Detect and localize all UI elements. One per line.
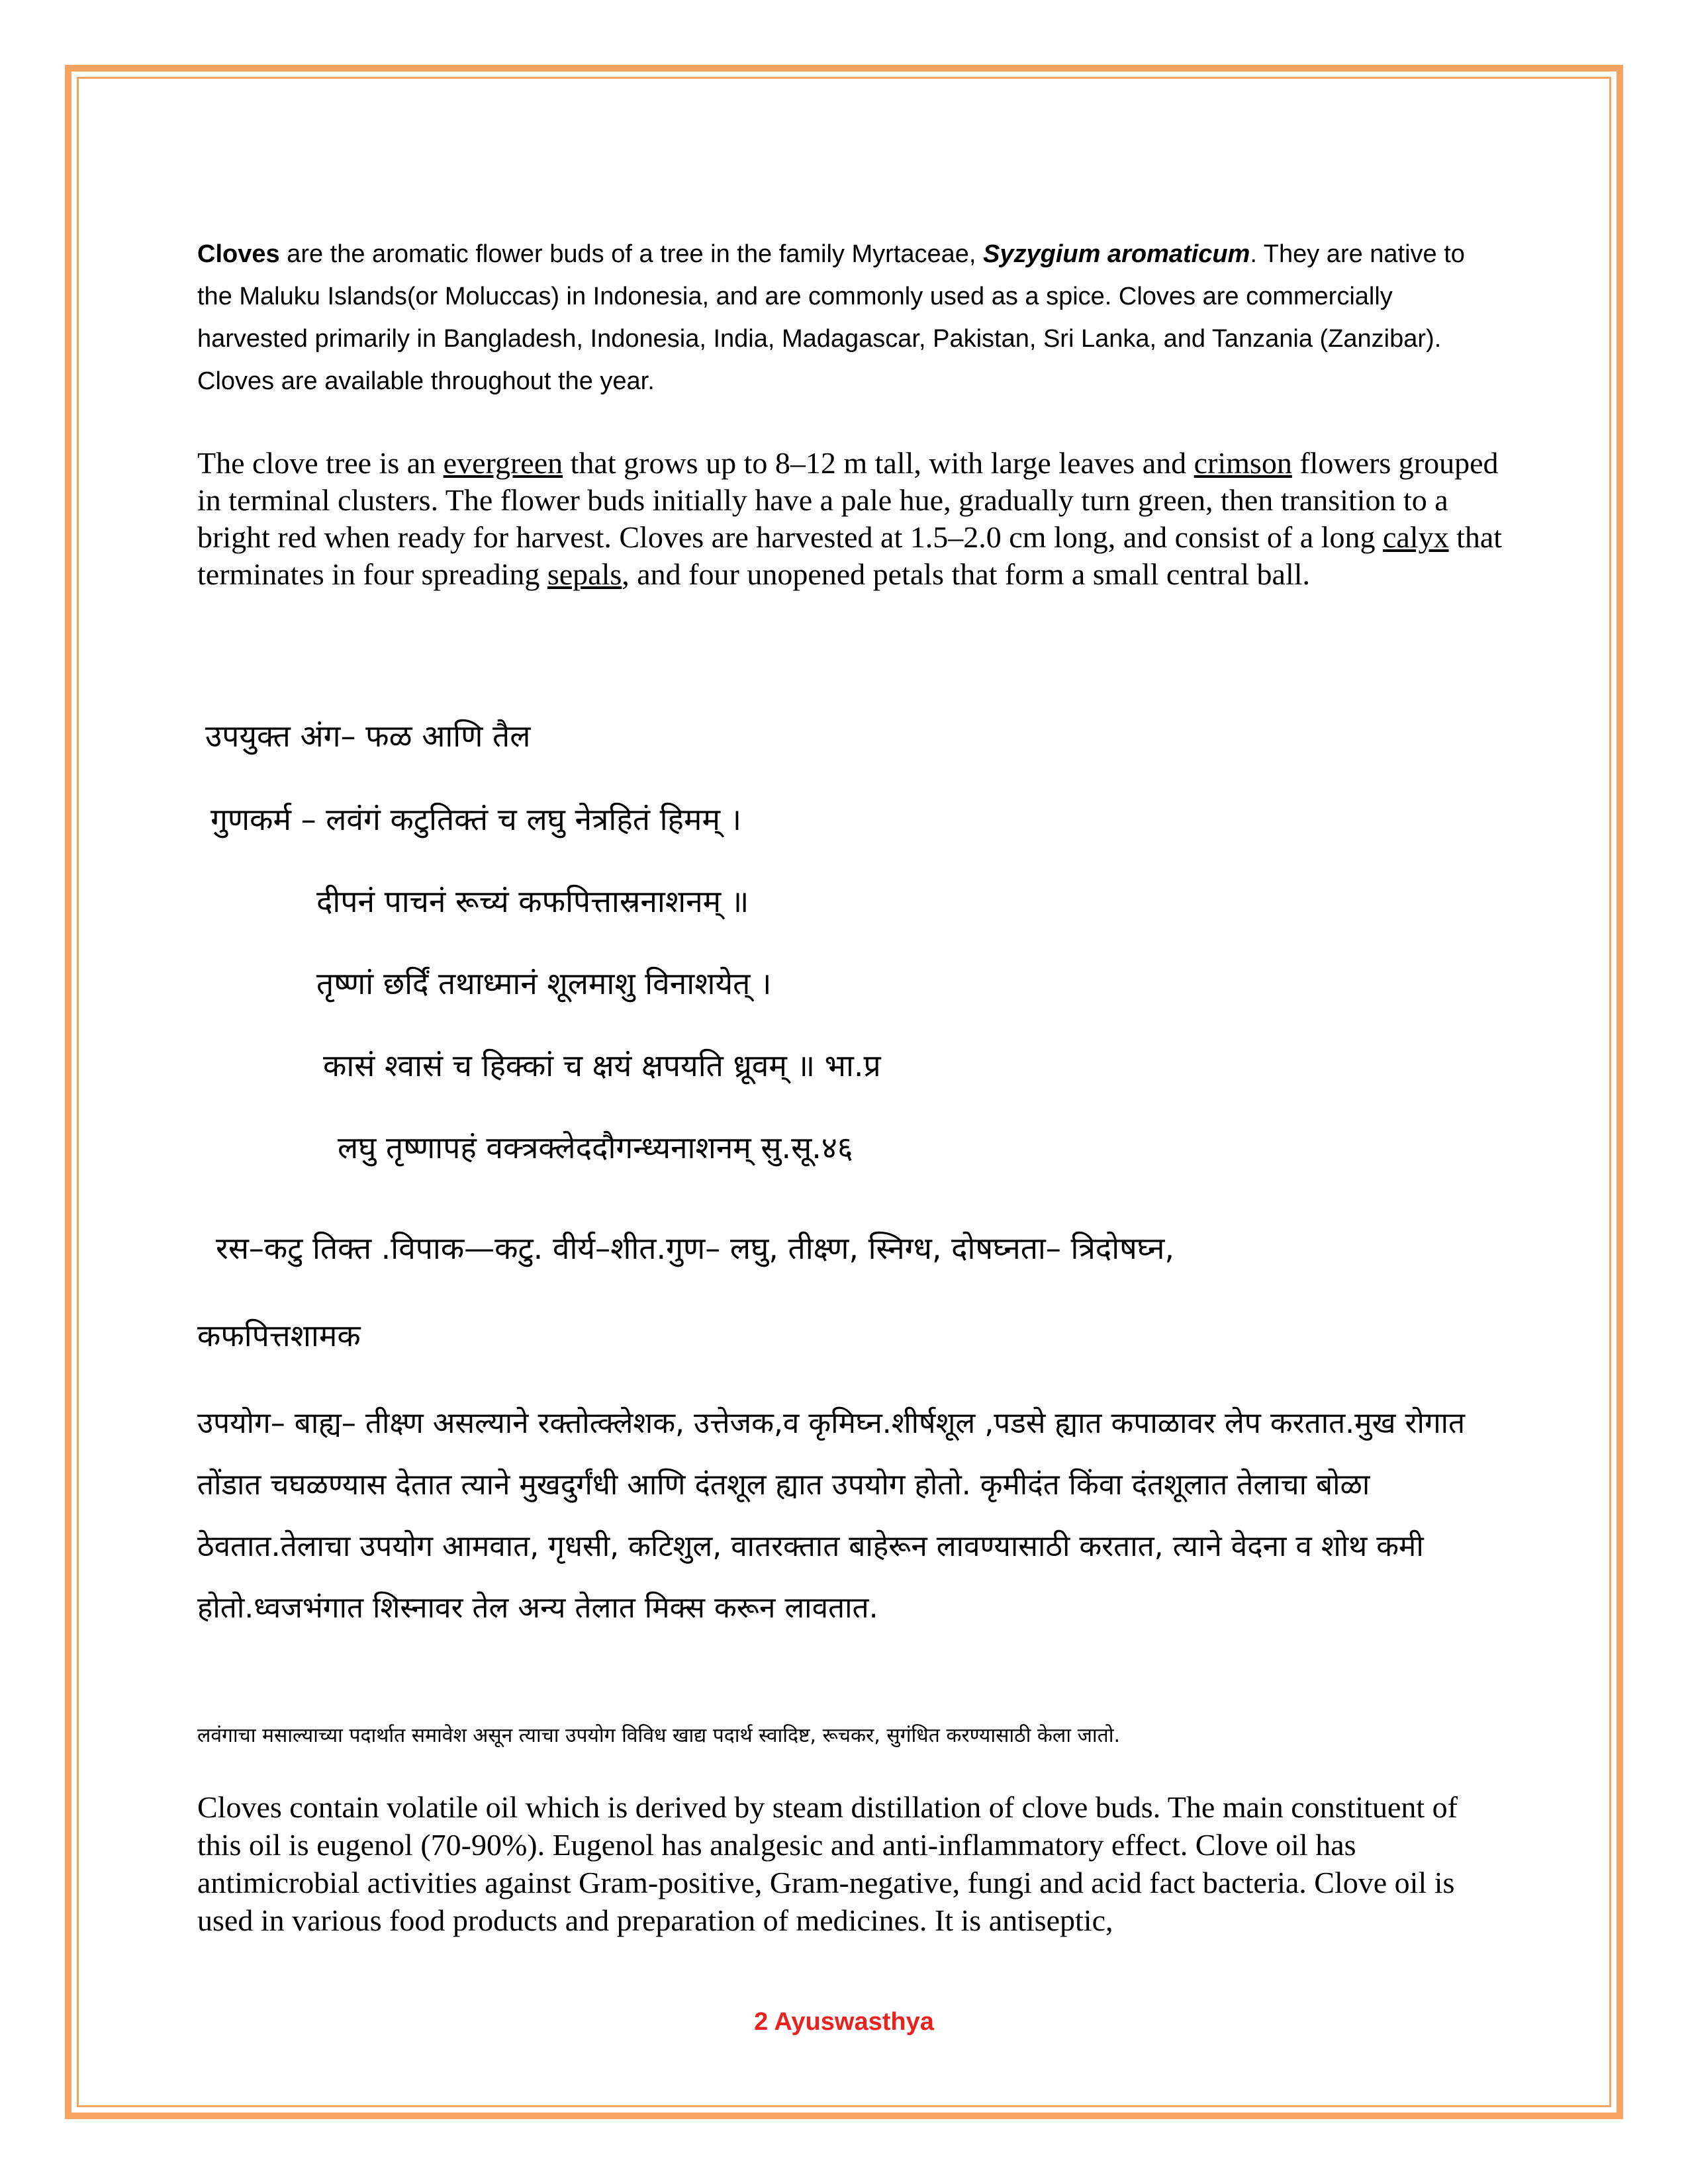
upayog-paragraph: उपयोग– बाह्य– तीक्ष्ण असल्याने रक्तोत्क्लेशक, उत्तेजक,व कृमिघ्न.शीर्षशूल ,पडसे ह्यात कपाळावर लेप करतात.मुख रोगात तोंडात चघळण्यास देतात त्याने मुखदुर्गंधी आणि दंतशूल ह्यात उपयोग होतो. कृमीदंत किंवा दंतशूलात तेलाचा बोळा ठेवतात.तेलाचा उपयोग आमवात, गृधसी, कटिशुल, वातरक्तात बाहेरून लावण्यासाठी करतात, त्याने वेदना व शोथ कमी होतो.ध्वजभंगात शिस्नावर तेल अन्य तेलात मिक्स करून लावतात. [197,1406,1466,1625]
link-sepals[interactable]: sepals [547,557,622,591]
rasa-line: रस–कटु तिक्त .विपाक—कटु. वीर्य–शीत.गुण– लघु, तीक्ष्ण, स्निग्ध, दोषघ्नता– त्रिदोषघ्न, [216,1230,1174,1266]
intro-paragraph [197,233,1488,402]
upayukta-anga-line: उपयुक्त अंग– फळ आणि तैल [205,718,531,754]
botany-text-2: that grows up to 8–12 m tall, with large leaves and [563,446,1194,480]
intro-text-1: are the aromatic flower buds of a tree in the family Myrtaceae, [279,240,983,268]
link-crimson[interactable]: crimson [1194,446,1292,480]
verse-line-3: तृष्णां छर्दिं तथाध्मानं शूलमाशु विनाशयेत् । [316,966,772,1001]
intro-text-2: . They are native to the Maluku Islands(or Moluccas) in Indonesia, and are commonly used as a spice. Cloves are commercially harvested primarily in Bangladesh, Indonesia, India, Madagascar, Pakistan, Sri Lanka, and Tanzania (Zanzibar). Cloves are available throughout the year. [197,240,1465,395]
intro-bold-lead: Cloves [197,240,280,268]
intro-species-name: Syzygium aromaticum [983,240,1250,268]
kaphapitta-line: कफपित्तशामक [197,1318,361,1353]
verse-line-5: लघु तृष्णापहं वक्त्रक्लेददौगन्ध्यनाशनम् सु.सू.४६ [338,1130,853,1165]
botany-paragraph [197,445,1508,593]
link-evergreen[interactable]: evergreen [443,446,563,480]
botany-text-1: The clove tree is an [197,446,444,480]
botany-text-5: , and four unopened petals that form a small central ball. [622,557,1311,591]
page-footer: 2 Ayuswasthya [754,2008,934,2036]
verse-line-4: कासं श्वासं च हिक्कां च क्षयं क्षपयति ध्रूवम् ॥ भा.प्र [323,1048,881,1083]
gunakarma-line: गुणकर्म – लवंगं कटुतिक्तं च लघु नेत्रहितं हिमम् । [211,801,742,837]
link-calyx[interactable]: calyx [1382,520,1449,554]
botany-text-4: that terminates in four spreading [197,520,1503,591]
botany-text-3: flowers grouped in terminal clusters. The flower buds initially have a pale hue, gradually turn green, then transition to a bright red when ready for harvest. Cloves are harvested at 1.5–2.0 cm long, and consist of a long [197,446,1499,554]
clove-oil-paragraph: Cloves contain volatile oil which is derived by steam distillation of clove buds. The main constituent of this oil is eugenol (70-90%). Eugenol has analgesic and anti-inflammatory effect. Clove oil has antimicrobial activities against Gram-positive, Gram-negative, fungi and acid fact bacteria. Clove oil is used in various food products and preparation of medicines. It is antiseptic, [197,1790,1458,1937]
verse-line-2: दीपनं पाचनं रूच्यं कफपित्तास्रनाशनम् ॥ [316,884,749,919]
masala-line: लवंगाचा मसाल्याच्या पदार्थात समावेश असून त्याचा उपयोग विविध खाद्य पदार्थ स्वादिष्ट, रूचकर, सुगंधित करण्यासाठी केला जातो. [197,1724,1120,1747]
